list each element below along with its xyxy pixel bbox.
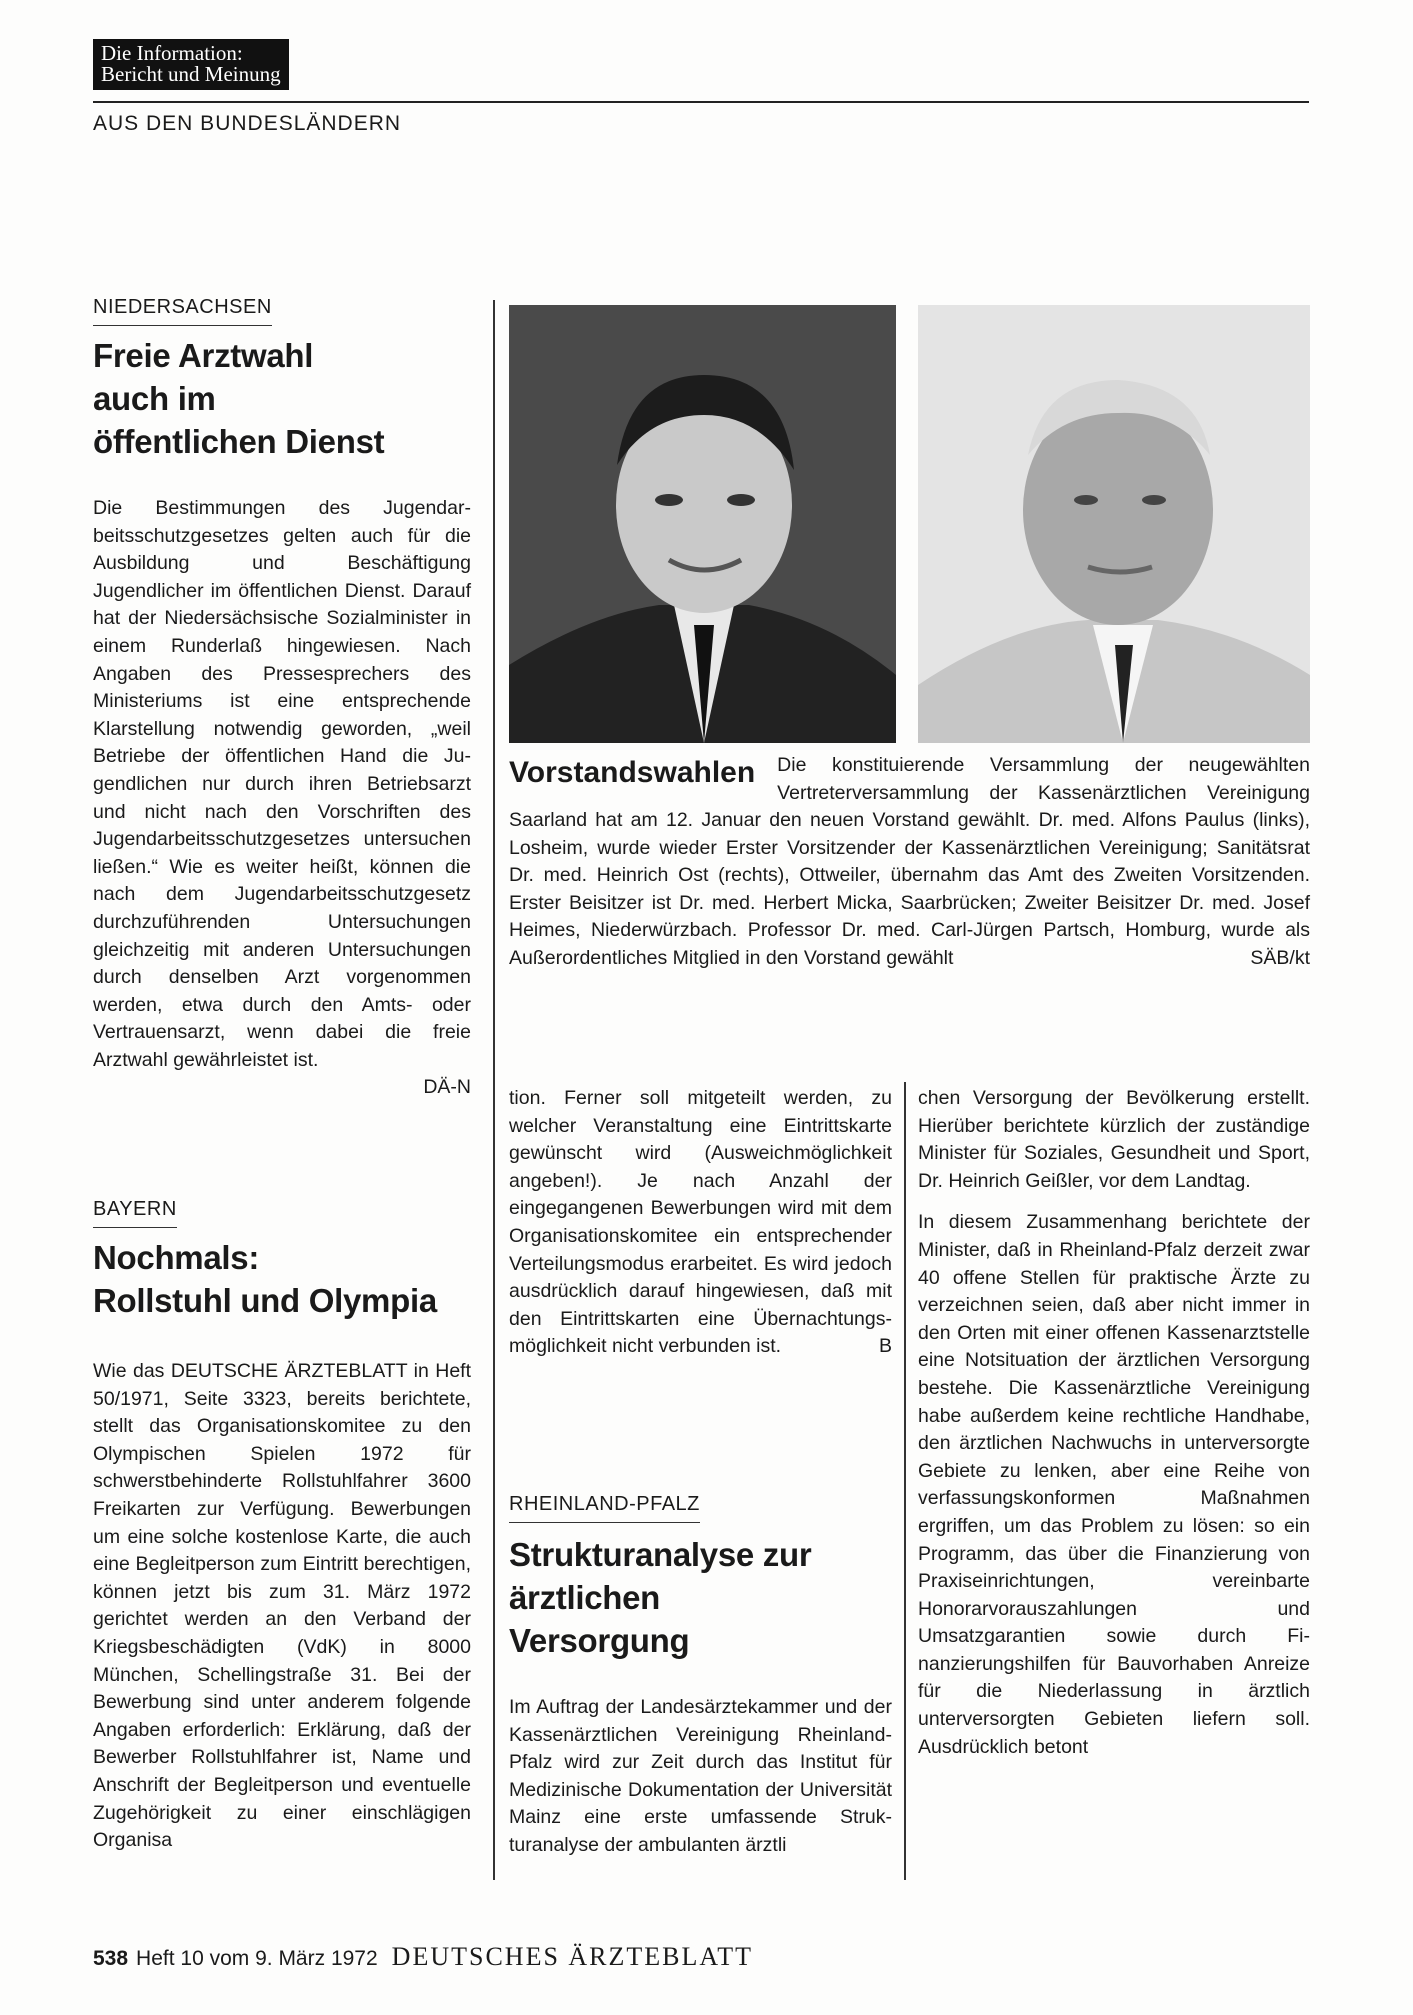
section-title: AUS DEN BUNDESLÄNDERN <box>93 112 402 135</box>
headline-line: Versorgung <box>509 1622 690 1659</box>
headline-line: Strukturanalyse zur <box>509 1536 812 1573</box>
article-text: Im Auftrag der Landesärztekammer und der Kassenärztlichen Vereinigung Rheinland-Pfalz wird zur Zeit durch das Institut für Medizinische Dokumentation der Universität Mainz eine erste umfassende Strukturanalyse der ambulanten ärztli <box>509 1696 892 1856</box>
headline-line: ärztlichen <box>509 1579 661 1616</box>
article-text: Wie das DEUTSCHE ÄRZTEBLATT in Heft 50/1971, Seite 3323, bereits berichtete, stellt das Organisationskomitee zu den Olympischen Spielen 1972 für schwerstbehinderte Rollstuhlfahrer 3600 Freikarten zur Verfügung. Bewerbungen um eine solche kostenlose Karte, die auch eine Begleitperson zum Eintritt berechtigen, können jetzt bis zum 31. März 1972 gerichtet werden an den Verband der Kriegsbeschädigten (VdK) in 8000 München, Schellingstraße 31. Bei der Bewerbung sind unter anderem folgende Angaben erforderlich: Erklärung, daß der Bewerber Rollstuhlfahrer ist, Name und Anschrift der Begleitperson und eventuelle Zugehörigkeit zu einer einschlägigen Organisa <box>93 1360 471 1852</box>
article-bayern <box>93 1198 471 1322</box>
article-text: tion. Ferner soll mitgeteilt werden, zu welcher Veranstaltung eine Eintrittskarte gewünscht wird (Ausweichmöglichkeit angeben!). Je nach Anzahl der eingegangenen Bewerbungen wird mit dem Organisationskomitee ein entsprechender Verteilungsmodus erarbeitet. Es wird jedoch ausdrücklich darauf hingewiesen, daß mit den Eintrittskarten eine Übernachtungsmöglichkeit nicht verbunden ist. <box>509 1087 892 1358</box>
kicker-rheinland-pfalz: RHEINLAND-PFALZ <box>509 1493 700 1523</box>
headline-line: öffentlichen Dienst <box>93 423 385 460</box>
article-text: Die Bestimmungen des Jugendarbeitsschutzgesetzes gelten auch für die Ausbildung und Beschäftigung Jugendlicher im öffentlichen Dienst. Darauf hat der Niedersächsische Sozialminister in einem Runderlaß hingewiesen. Nach Angaben des Pressesprechers des Ministeriums ist eine entsprechende Klarstellung notwendig geworden, „weil Betriebe der öffentlichen Hand die Jugendlichen nur durch ihren Betriebsarzt und nicht nach den Vorschriften des Jugendarbeitsschutzgesetzes untersuchen ließen.“ Wie es weiter heißt, können die nach dem Jugendarbeitsschutzgesetz durchzuführenden Untersuchungen gleichzeitig mit anderen Untersuchungen durch denselben Arzt vorgenommen werden, etwa durch den Amts- oder Vertrauensarzt, wenn dabei die freie Arztwahl gewährleistet ist. <box>93 497 471 1071</box>
headline-bayern <box>93 1236 471 1322</box>
caption-headline: Vorstandswahlen <box>509 756 756 789</box>
headline-niedersachsen <box>93 334 471 463</box>
headline-line: auch im <box>93 380 216 417</box>
portrait-photo-left-image <box>509 305 896 743</box>
issue-info: Heft 10 vom 9. März 1972 <box>136 1947 378 1970</box>
headline-line: Rollstuhl und Olympia <box>93 1282 437 1319</box>
headline-line: Nochmals: <box>93 1239 260 1276</box>
portrait-photo-left <box>509 305 896 743</box>
caption-text: Die konstituierende Versammlung der neugewählten Vertreterversammlung der Kassenärztlichen Vereinigung Saarland hat am 12. Januar den neuen Vorstand gewählt. Dr. med. Alfons Paulus (links), Losheim, wurde wieder Erster Vorsitzender der Kassenärztlichen Vereinigung; Sanitätsrat Dr. med. Heinrich Ost (rechts), Ottweiler, übernahm das Amt des Zweiten Vorsitzenden. Erster Beisitzer ist Dr. med. Herbert Micka, Saarbrücken; Zweiter Beisitzer Dr. med. Josef Heimes, Niederwürzbach. Professor Dr. med. Carl-Jürgen Partsch, Homburg, wurde als Außerordentliches Mitglied in den Vorstand gewählt <box>509 754 1310 969</box>
column-rule <box>904 1082 906 1880</box>
badge-line-1: Die Information: <box>101 41 243 65</box>
article-text: In diesem Zusammenhang berichtete der Minister, daß in Rheinland-Pfalz derzeit zwar 40 offene Stellen für praktische Ärzte zu verzeichnen seien, daß aber nicht immer in den Orten mit einer offenen Kassenarztstelle eine Notsituation der ärztlichen Versorgung bestehe. Die Kassenärztliche Vereinigung habe außerdem keine rechtliche Handhabe, den ärztlichen Nachwuchs in unterversorgte Gebiete zu lenken, aber eine Reihe von verfassungskonformen Maßnahmen ergriffen, um das Problem zu lösen: so ein Programm, das über die Finanzierung von Praxiseinrichtungen, vereinbarte Honorarvorauszahlungen und Umsatzgarantien sowie durch Finanzierungshilfen für Bauvorhaben Anreize für die Niederlassung in ärztlich unterversorgten Gebieten liefern soll. Ausdrücklich betont <box>918 1211 1310 1758</box>
page-number: 538 <box>93 1947 129 1970</box>
headline-line: Freie Arztwahl <box>93 337 314 374</box>
headline-rheinland-pfalz <box>509 1533 892 1662</box>
page-footer <box>93 1942 753 1972</box>
masthead: DEUTSCHES ÄRZTEBLATT <box>391 1942 754 1971</box>
body-niedersachsen <box>93 495 471 1102</box>
header-rule <box>93 101 1309 103</box>
article-text: chen Versorgung der Bevölkerung erstellt. Hierüber berichtete kürzlich der zuständige Minister für Soziales, Gesundheit und Sport, Dr. Heinrich Geißler, vor dem Landtag. <box>918 1087 1310 1192</box>
portrait-photo-right <box>918 305 1310 743</box>
section-badge <box>93 39 289 90</box>
body-bayern-continued <box>509 1085 892 1361</box>
column-rule <box>493 300 495 1880</box>
badge-line-2: Bericht und Meinung <box>101 62 281 86</box>
photo-caption <box>509 752 1310 972</box>
signature: DÄ-N <box>423 1076 471 1099</box>
article-niedersachsen <box>93 296 471 463</box>
body-bayern <box>93 1358 471 1855</box>
body-rheinland-pfalz-continued <box>918 1085 1310 1761</box>
body-rheinland-pfalz <box>509 1694 892 1860</box>
article-rheinland-pfalz <box>509 1493 892 1662</box>
kicker-bayern: BAYERN <box>93 1198 177 1228</box>
portrait-photo-right-image <box>918 305 1310 743</box>
kicker-niedersachsen: NIEDERSACHSEN <box>93 296 272 326</box>
signature: SÄB/kt <box>1250 946 1310 969</box>
signature: B <box>878 1335 892 1358</box>
signature-row <box>93 1074 471 1102</box>
